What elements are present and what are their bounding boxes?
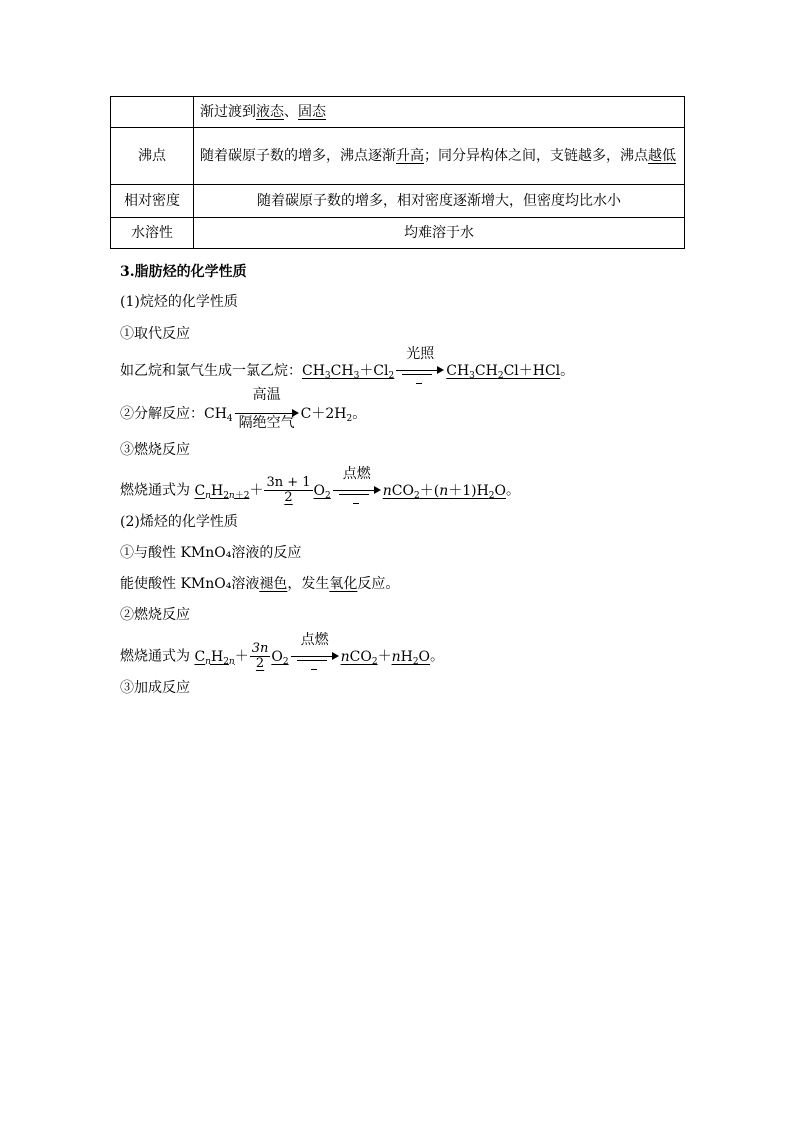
row-content: 随着碳原子数的增多，沸点逐渐升高；同分异构体之间，支链越多，沸点越低 [194,128,685,185]
row-content: 随着碳原子数的增多，相对密度逐渐增大，但密度均比水小 [194,185,685,218]
kmno4-title: ①与酸性 KMnO₄溶液的反应 [120,545,302,561]
table-row [111,185,685,218]
row-label: 沸点 [111,128,194,185]
combustion-equation: 燃烧通式为 $C_nH_{2n+2}+$ $\frac{3n + 1}{2}$ $O_2$ 点燃 $nCO_2+(n+1)H_2O$。 [120,465,521,505]
coefficient-fraction: $\frac{3n + 1}{2}$ [266,475,311,505]
addition-title: ③加成反应 [120,680,190,696]
alkane-title: (1)烷烃的化学性质 [120,294,238,310]
decomposition-equation: ②分解反应：$CH_4$ 高温 隔绝空气 $C+2H_2$。 [120,387,367,431]
reaction-arrow: 点燃 [291,647,339,667]
table-row [111,128,685,185]
row-label [111,97,194,128]
table-row [111,97,685,128]
kmno4-text: 能使酸性 KMnO₄溶液褪色，发生氧化反应。 [120,576,400,592]
combustion-title: ③燃烧反应 [120,442,190,458]
section-heading: 3.脂肪烃的化学性质 [120,264,247,280]
reaction-arrow: 光照 [396,361,444,381]
properties-table [110,96,685,249]
coefficient-fraction: $\frac{3n}{2}$ [251,641,269,671]
alkene-combustion-title: ②燃烧反应 [120,607,190,623]
row-label: 相对密度 [111,185,194,218]
reaction-arrow: 高温 隔绝空气 [235,404,299,424]
reaction-arrow: 点燃 [333,481,381,501]
row-label: 水溶性 [111,218,194,249]
substitution-title: ①取代反应 [120,326,190,342]
row-content: 渐过渡到液态、固态 [194,97,685,128]
alkene-title: (2)烯烃的化学性质 [120,514,238,530]
substitution-equation: 如乙烷和氯气生成一氯乙烷：$CH_3CH_3+Cl_2$ 光照 $CH_3CH_2Cl+HCl$。 [120,361,574,381]
alkene-combustion-equation: 燃烧通式为 $C_nH_{2n}+$ $\frac{3n}{2}$ $O_2$ 点燃 $nCO_2+nH_2O$。 [120,631,445,671]
row-content: 均难溶于水 [194,218,685,249]
table-row [111,218,685,249]
